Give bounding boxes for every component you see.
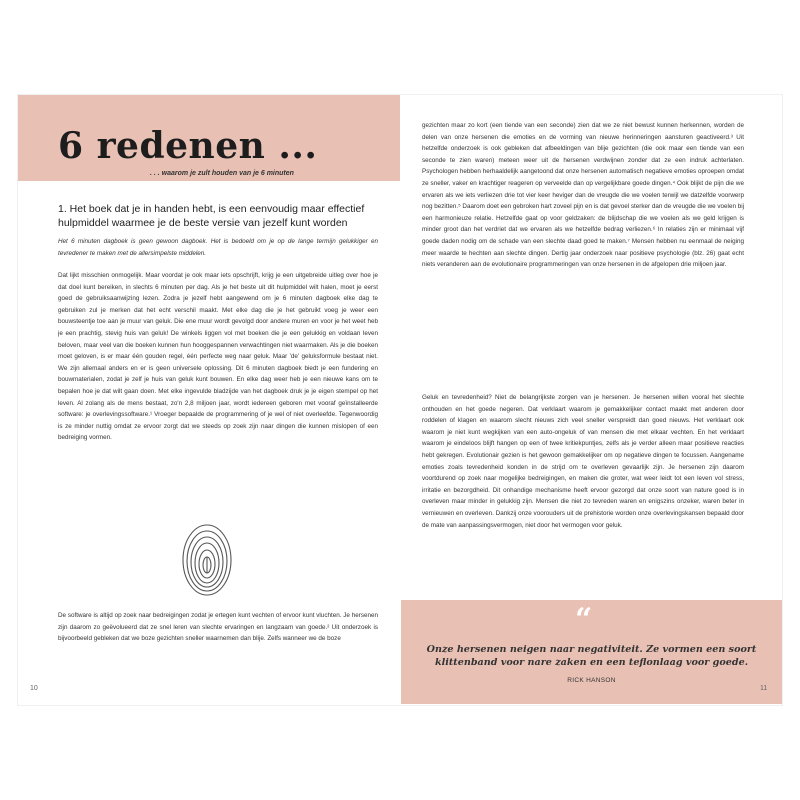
chapter-title: 6 redenen ... xyxy=(58,125,318,167)
body-paragraph-1: Dat lijkt misschien onmogelijk. Maar voordat je ook maar iets opschrijft, krijg je een uitgebreide uitleg over hoe je dat doel kunt bereiken, in slechts 6 minuten per dag. Als je het beste uit dit hulpmiddel wilt halen, moet je eerst goed de gebruiksaanwijzing lezen. Zodra je jezelf hebt aangewend om je 6 minuten dagboek elke dag te gebruiken zul je merken dat het echt verschil maakt. Met elke dag die je het gebruikt voeg je weer een bouwsteentje toe aan je muur van geluk. Die ene muur wordt gevolgd door andere muren en voor je het weet heb je een prachtig, stevig huis van geluk! De winkels liggen vol met boeken die je een gelukkig en voldaan leven beloven, maar veel van die boeken kunnen hun hooggespannen verwachtingen niet waarmaken. Als je die boeken moet geloven, is er maar één gouden regel, één perfecte weg naar geluk. Maar 'de' geluksformule bestaat niet. We zijn allemaal anders en er is geen universele oplossing. Dit 6 minuten dagboek biedt je een fundering en bouwmaterialen, zodat je zelf je huis van geluk kunt bouwen. En elke dag weer heb je een nieuwe kans om te bepalen hoe je dat wilt gaan doen. Met elke ingevulde bladzijde van het dagboek druk je je eigen stempel op het leven. Al zolang als de mens bestaat, zo'n 2,8 miljoen jaar, wordt iedereen geboren met vooraf geïnstalleerde software: je overlevingssoftware.¹ Vroeger bepaalde de programmering of je wel of niet overleefde. Tegenwoordig is ze minder nuttig omdat ze ervoor zorgt dat we steeds op zoek zijn naar dingen die kunnen mislopen of een bedreiging vormen. xyxy=(58,272,378,442)
quote-mark-icon: “ xyxy=(575,602,593,637)
chapter-subtitle: . . . waarom je zult houden van je 6 minuten xyxy=(150,170,294,177)
section-heading: 1. Het boek dat je in handen hebt, is een eenvoudig maar effectief hulpmiddel waarmee je de beste versie van jezelf kunt worden xyxy=(58,203,365,229)
right-body-paragraph-1: gezichten maar zo kort (een tiende van een seconde) zien dat we ze niet bewust kunnen herkennen, worden de delen van onze hersenen die emoties en de vorming van nieuwe herinneringen aansturen geactiveerd.³ Uit hetzelfde onderzoek is ook gebleken dat afbeeldingen van blije gezichten (die ook maar een tiende van een seconde te zien waren) meteen weer uit de hersenen verdwijnen zonder dat ze een indruk achterlaten. Psychologen hebben herhaaldelijk aangetoond dat onze hersenen automatisch negatieve emoties oproepen omdat ze sneller, vaker en krachtiger reageren op verveelde dan op vergelijkbare goede dingen.⁴ Ook blijkt de pijn die we ervaren als we iets verliezen drie tot vier keer heviger dan de vreugde die we voelen terwijl we datzelfde voorwerp nog bezitten.⁵ Daarom doet een gebroken hart zoveel pijn en is dat gevoel sterker dan de vreugde die we voelen bij een harmonieuze relatie. Hetzelfde gaat op voor geldzaken: de blijdschap die we voelen als we geld krijgen is minder groot dan het verdriet dat we ervaren als we hetzelfde bedrag verliezen.⁶ In relaties zijn er minimaal vijf goede daden nodig om de schade van een slechte daad goed te maken.⁷ Mensen hebben nu eenmaal de neiging meer waarde te hechten aan slechte dingen. Dertig jaar onderzoek naar positieve psychologie (blz. 26) gaat echt niets veranderen aan de evolutionaire programmeringen van onze hersenen in de afgelopen drie miljoen jaar. xyxy=(422,122,744,269)
quote-author: RICK HANSON xyxy=(567,677,616,684)
body-paragraph-2: De software is altijd op zoek naar bedreigingen zodat je ertegen kunt vechten of ervoor kunt vluchten. Je hersenen zijn daarom zo geëvolueerd dat ze snel leren van slechte ervaringen en langzaam van goede.² Uit onderzoek is bijvoorbeeld gebleken dat we boze gezichten sneller waarnemen dan blije. Zelfs wanneer we de boze xyxy=(58,612,378,643)
fingerprint-icon xyxy=(180,520,234,598)
intro-paragraph: Het 6 minuten dagboek is geen gewoon dagboek. Het is bedoeld om je op de lange termijn gelukkiger en tevredener te maken met de allersimpelste middelen. xyxy=(58,238,378,257)
right-body-paragraph-2: Geluk en tevredenheid? Niet de belangrijkste zorgen van je hersenen. Je hersenen willen vooral het slechte onthouden en het goede negeren. Dat verklaart waarom je gemakkelijker contact maakt met anderen door roddelen of klagen en waarom slecht nieuws zich veel sneller verspreidt dan goed nieuws. Het verklaart ook waarom je niet kunt wegkijken van een auto-ongeluk of van mensen die met elkaar vechten. En het verklaart waarom je eindeloos blijft hangen op een of twee kritiekpuntjes, zelfs als je verder alleen maar positieve reacties hebt gekregen. Evolutionair gezien is het gewoon gemakkelijker om op negatieve dingen te focussen. Aangename emoties zoals tevredenheid konden in de strijd om te overleven gevaarlijk zijn. Je hersenen zijn daarom voortdurend op zoek naar mogelijke bedreigingen, en maken die groter, wat weer leidt tot een leven vol stress, irritatie en bezorgdheid. Dit onhandige mechanisme heeft ervoor gezorgd dat onze soort van nature goed is in overleven maar minder in gelukkig zijn. Mensen die niet zo tevreden waren en enigszins onzeker, waren beter in vernieuwen en overleven. Dankzij onze voorouders uit de prehistorie worden onze overlevingskansen bepaald door de mate van aanpassingsvermogen, niet door het vermogen voor geluk. xyxy=(422,394,744,529)
page-number-right: 11 xyxy=(760,685,768,692)
pull-quote: Onze hersenen neigen naar negativiteit. Ze vormen een soort klittenband voor nare zaken en een teflonlaag voor goede. xyxy=(426,644,757,668)
page-number-left: 10 xyxy=(30,685,38,692)
